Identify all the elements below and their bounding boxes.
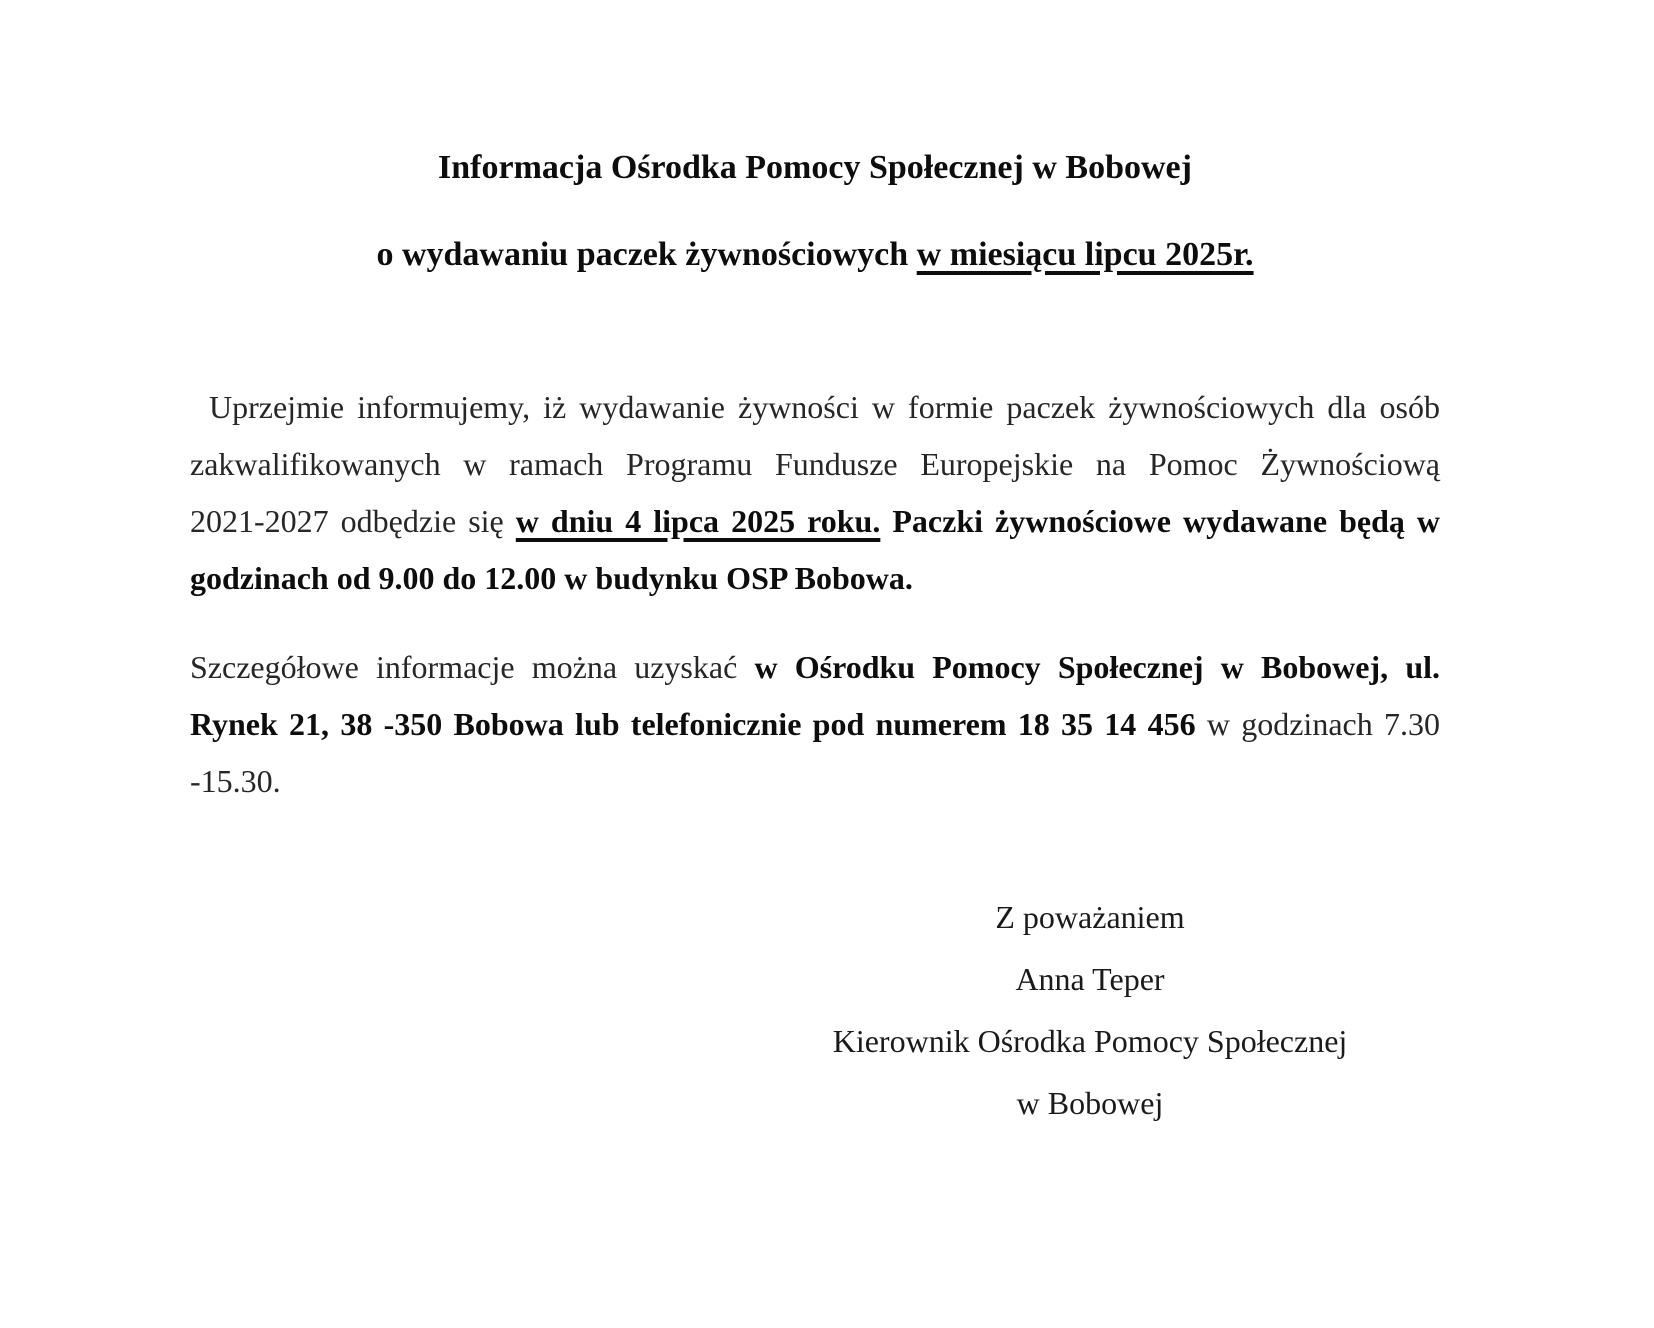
document-title — [190, 139, 1440, 196]
document-title-text: Informacja Ośrodka Pomocy Społecznej w Bobowej — [438, 149, 1192, 186]
document-subtitle-text: o wydawaniu paczek żywnościowych — [376, 236, 917, 273]
paragraph2-line1 — [190, 639, 1440, 696]
paragraph2-line2 — [190, 696, 1440, 753]
paragraph1-line4-hours: godzinach od 9.00 do 12.00 w budynku OSP Bobowa. — [190, 560, 913, 596]
paragraph1-line3 — [190, 493, 1440, 550]
paragraph1-line3-regular: 2021-2027 odbędzie się — [190, 503, 516, 539]
signature-role: Kierownik Ośrodka Pomocy Społecznej — [832, 1023, 1348, 1059]
paragraph-contact-info — [190, 639, 1440, 810]
paragraph2-line2-address-phone: Rynek 21, 38 -350 Bobowa lub telefonicznie pod numerem 18 35 14 456 — [190, 706, 1196, 742]
signature-location: w Bobowej — [1016, 1085, 1164, 1121]
document-subtitle — [190, 226, 1440, 283]
signature-closing: Z poważaniem — [995, 899, 1185, 935]
document-page — [0, 139, 1654, 1328]
signature-name: Anna Teper — [1015, 961, 1165, 997]
signature-block — [800, 886, 1380, 1134]
document-subtitle-underlined-date: w miesiącu lipcu 2025r. — [916, 236, 1254, 273]
paragraph-food-distribution — [190, 379, 1440, 607]
paragraph2-line3-hours-end: -15.30. — [190, 763, 281, 799]
paragraph2-line2-regular: w godzinach 7.30 — [1195, 706, 1441, 742]
paragraph1-line2: zakwalifikowanych w ramach Programu Fundusze Europejskie na Pomoc Żywnościową — [190, 446, 1440, 482]
paragraph1-line3-bold: Paczki żywnościowe wydawane będą w — [880, 503, 1441, 539]
paragraph1-line1: Uprzejmie informujemy, iż wydawanie żywności w formie paczek żywnościowych dla osób — [209, 389, 1440, 425]
paragraph2-line1-office-address: w Ośrodku Pomocy Społecznej w Bobowej, ul. — [754, 649, 1441, 685]
paragraph2-line1-regular: Szczegółowe informacje można uzyskać — [190, 649, 755, 685]
paragraph1-line3-distribution-date: w dniu 4 lipca 2025 roku. — [515, 503, 881, 539]
